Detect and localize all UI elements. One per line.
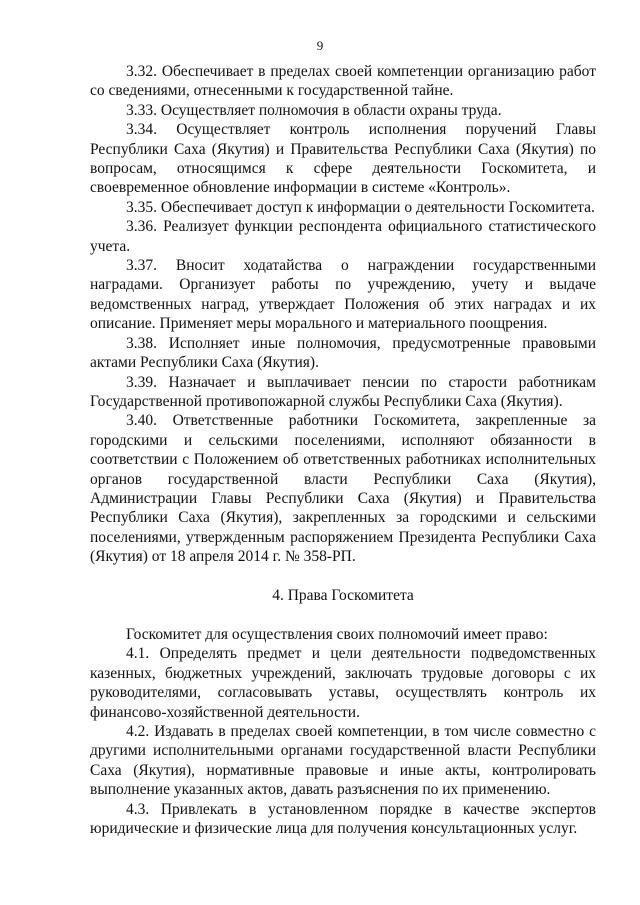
paragraph-3-33: 3.33. Осуществляет полномочия в области охраны труда.	[126, 101, 502, 119]
paragraph-3-35: 3.35. Обеспечивает доступ к информации о деятельности Госкомитета.	[126, 198, 595, 216]
page-number: 9	[316, 38, 324, 53]
paragraph-3-37: 3.37. Вносит ходатайства о награждении государственными наградами. Организует работы по учреждению, учету и выдаче ведомственных наград, утверждает Положения об этих наградах и их описание. Применяет меры морального и материального поощрения.	[90, 257, 596, 333]
paragraph-4-1: 4.1. Определять предмет и цели деятельности подведомственных казенных, бюджетных учреждений, заключать трудовые договоры с их руководителями, согласовывать уставы, осуществлять контроль их финансово-хозяйственной деятельности.	[90, 645, 596, 721]
paragraph-3-34: 3.34. Осуществляет контроль исполнения поручений Главы Республики Саха (Якутия) и Правительства Республики Саха (Якутия) по вопросам, относящимся к сфере деятельности Госкомитета, и своевременное обновление информации в системе «Контроль».	[90, 121, 596, 197]
paragraph-3-32: 3.32. Обеспечивает в пределах своей компетенции организацию работ со сведениями, отнесенными к государственной тайне.	[90, 63, 596, 100]
document-body	[90, 62, 596, 838]
paragraph-4-2: 4.2. Издавать в пределах своей компетенции, в том числе совместно с другими исполнительными органами государственной власти Республики Саха (Якутия), нормативные правовые и иные акты, контролировать выполнение указанных актов, давать разъяснения по их применению.	[90, 723, 596, 799]
paragraph-3-38: 3.38. Исполняет иные полномочия, предусмотренные правовыми актами Республики Саха (Якутия).	[90, 334, 596, 372]
paragraph-3-40: 3.40. Ответственные работники Госкомитета, закрепленные за городскими и сельскими поселениями, исполняют обязанности в соответствии с Положением об ответственных работниках исполнительных органов государственной власти Республики Саха (Якутия), Администрации Главы Республики Саха (Якутия) и Правительства Республики Саха (Якутия), закрепленных за городскими и сельскими поселениями, утвержденным распоряжением Президента Республики Саха (Якутия) от 18 апреля 2014 г. № 358-РП.	[90, 412, 596, 566]
paragraph-3-36: 3.36. Реализует функции респондента официального статистического учета.	[90, 218, 596, 255]
paragraph-4-3: 4.3. Привлекать в установленном порядке в качестве экспертов юридические и физические лица для получения консультационных услуг.	[90, 800, 596, 838]
paragraph-rights-intro: Госкомитет для осуществления своих полномочий имеет право:	[126, 625, 548, 643]
section-heading: 4. Права Госкомитета	[272, 586, 414, 604]
paragraph-3-39: 3.39. Назначает и выплачивает пенсии по старости работникам Государственной противопожарной службы Республики Саха (Якутия).	[90, 373, 596, 410]
